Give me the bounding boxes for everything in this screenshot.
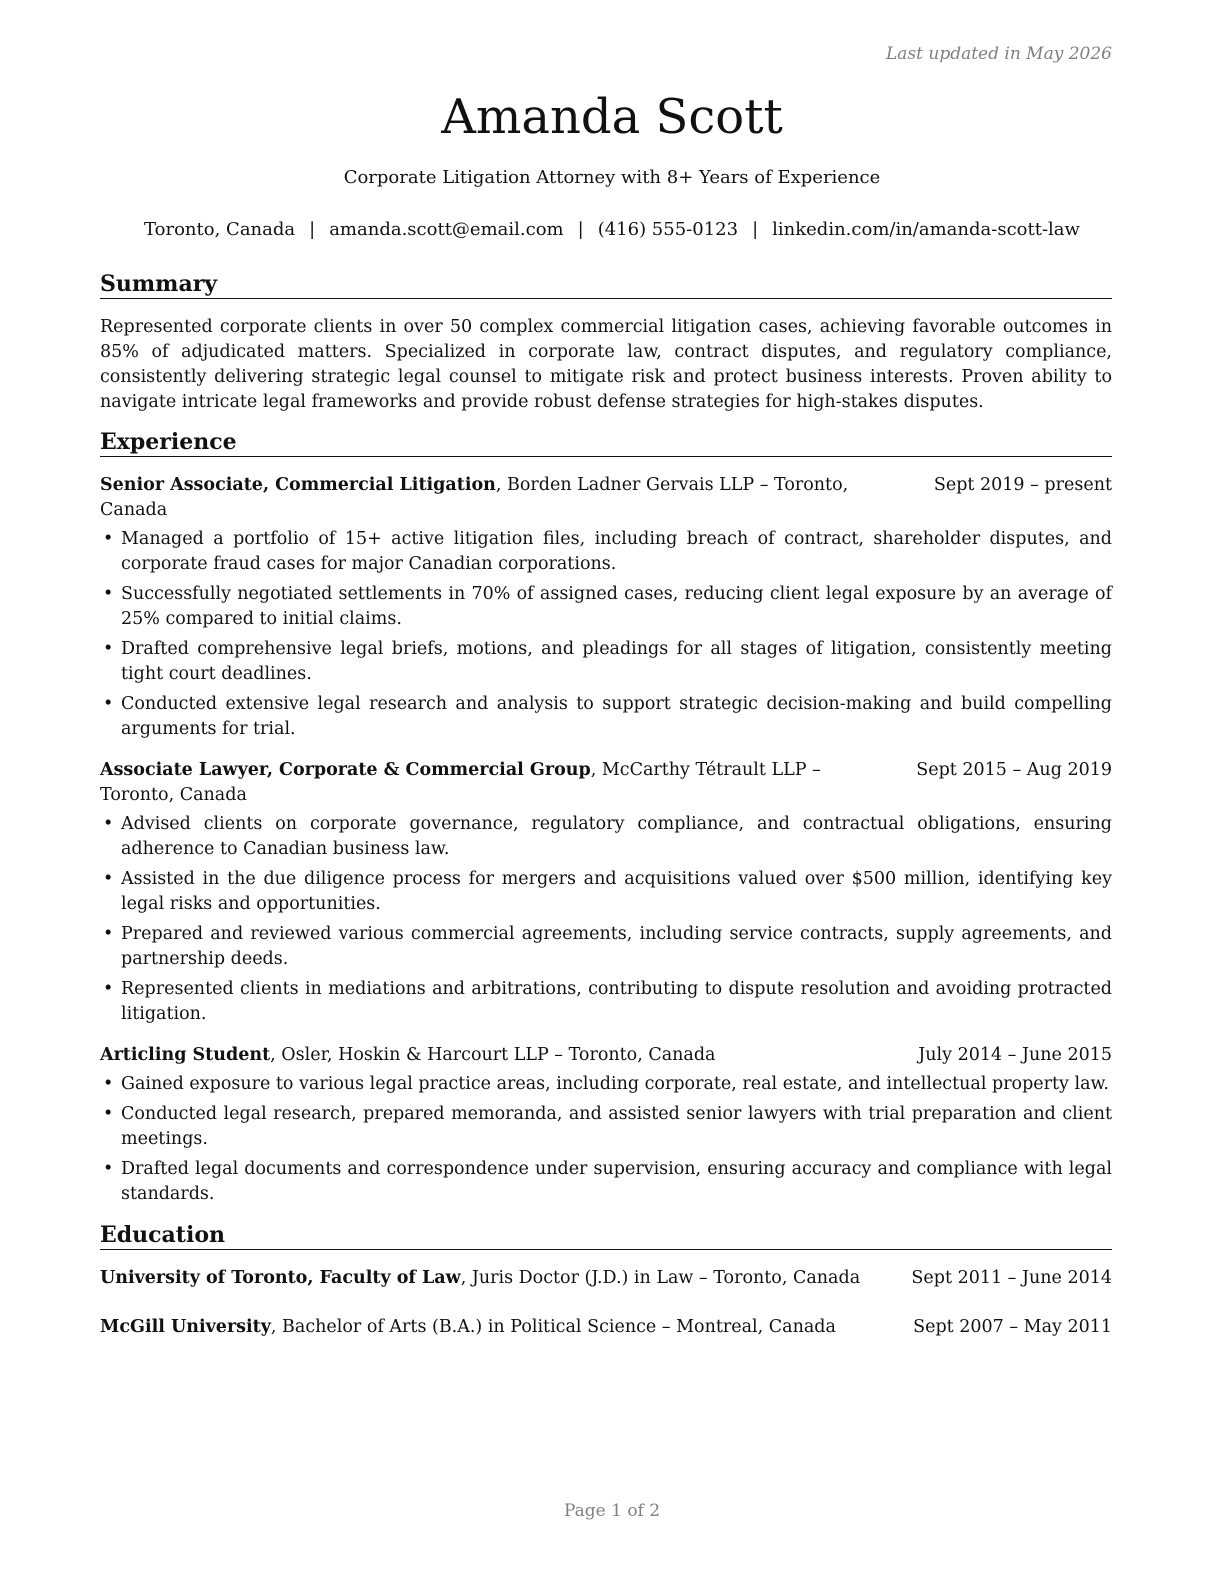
job-bullets	[100, 1072, 1112, 1207]
job-dates: Sept 2015 – Aug 2019	[916, 760, 1112, 780]
job-bullet: • Drafted legal documents and correspondence under supervision, ensuring accuracy and compliance with legal standards.	[100, 1157, 1112, 1207]
summary-heading: Summary	[100, 270, 1112, 299]
job-dates: Sept 2019 – present	[933, 475, 1112, 495]
job-organization: , Osler, Hoskin & Harcourt LLP – Toronto, Canada	[270, 1045, 716, 1065]
education-dates: Sept 2011 – June 2014	[911, 1268, 1112, 1288]
job-header	[100, 473, 1112, 523]
job-entry	[100, 758, 1112, 1027]
contact-linkedin[interactable]: linkedin.com/in/amanda-scott-law	[772, 219, 1080, 240]
contact-phone[interactable]: (416) 555-0123	[597, 219, 739, 240]
education-degree: , Juris Doctor (J.D.) in Law – Toronto, Canada	[460, 1268, 861, 1288]
candidate-name: Amanda Scott	[441, 89, 783, 145]
job-bullets	[100, 527, 1112, 742]
job-bullet: • Assisted in the due diligence process for mergers and acquisitions valued over $500 million, identifying key legal risks and opportunities.	[100, 867, 1112, 917]
experience-heading: Experience	[100, 428, 1112, 457]
job-bullet: • Drafted comprehensive legal briefs, motions, and pleadings for all stages of litigation, consistently meeting tight court deadlines.	[100, 637, 1112, 687]
contact-separator: |	[752, 219, 759, 240]
job-dates: July 2014 – June 2015	[918, 1045, 1112, 1065]
education-heading: Education	[100, 1221, 1112, 1250]
contact-email[interactable]: amanda.scott@email.com	[329, 219, 564, 240]
education-school: University of Toronto, Faculty of Law	[100, 1268, 461, 1288]
contact-line	[0, 219, 1224, 240]
job-entry	[100, 473, 1112, 742]
education-degree: , Bachelor of Arts (B.A.) in Political Science – Montreal, Canada	[270, 1317, 836, 1337]
job-organization: , McCarthy Tétrault LLP – Toronto, Canada	[100, 760, 821, 805]
job-title: Senior Associate, Commercial Litigation	[100, 475, 496, 495]
education-entry	[100, 1266, 1112, 1291]
contact-location: Toronto, Canada	[144, 219, 296, 240]
job-bullets	[100, 812, 1112, 1027]
contact-separator: |	[577, 219, 584, 240]
job-bullet: • Prepared and reviewed various commercial agreements, including service contracts, supply agreements, and partnership deeds.	[100, 922, 1112, 972]
job-title: Articling Student	[100, 1045, 271, 1065]
job-bullet: • Successfully negotiated settlements in 70% of assigned cases, reducing client legal exposure by an average of 25% compared to initial claims.	[100, 582, 1112, 632]
job-bullet: • Conducted legal research, prepared memoranda, and assisted senior lawyers with trial preparation and client meetings.	[100, 1102, 1112, 1152]
summary-text: Represented corporate clients in over 50 complex commercial litigation cases, achieving favorable outcomes in 85% of adjudicated matters. Specialized in corporate law, contract disputes, and regulatory compliance, consistently delivering strategic legal counsel to mitigate risk and protect business interests. Proven ability to navigate intricate legal frameworks and provide robust defense strategies for high-stakes disputes.	[100, 317, 1112, 412]
candidate-headline: Corporate Litigation Attorney with 8+ Years of Experience	[343, 167, 881, 188]
job-bullet: • Advised clients on corporate governance, regulatory compliance, and contractual obligations, ensuring adherence to Canadian business law.	[100, 812, 1112, 862]
job-bullet: • Represented clients in mediations and arbitrations, contributing to dispute resolution and avoiding protracted litigation.	[100, 977, 1112, 1027]
job-bullet: • Gained exposure to various legal practice areas, including corporate, real estate, and intellectual property law.	[100, 1072, 1112, 1097]
job-header	[100, 758, 1112, 808]
job-bullet: • Managed a portfolio of 15+ active litigation files, including breach of contract, shareholder disputes, and corporate fraud cases for major Canadian corporations.	[100, 527, 1112, 577]
education-dates: Sept 2007 – May 2011	[913, 1317, 1112, 1337]
job-header	[100, 1043, 1112, 1068]
education-entry	[100, 1315, 1112, 1340]
job-bullet: • Conducted extensive legal research and analysis to support strategic decision-making and build compelling arguments for trial.	[100, 692, 1112, 742]
job-title: Associate Lawyer, Corporate & Commercial Group	[100, 760, 591, 780]
resume-content	[100, 270, 1112, 1340]
page-number: Page 1 of 2	[563, 1501, 661, 1521]
job-entry	[100, 1043, 1112, 1207]
job-organization: , Borden Ladner Gervais LLP – Toronto, Canada	[100, 475, 849, 520]
last-updated-note: Last updated in May 2026	[885, 44, 1112, 64]
education-school: McGill University	[100, 1317, 271, 1337]
contact-separator: |	[309, 219, 316, 240]
